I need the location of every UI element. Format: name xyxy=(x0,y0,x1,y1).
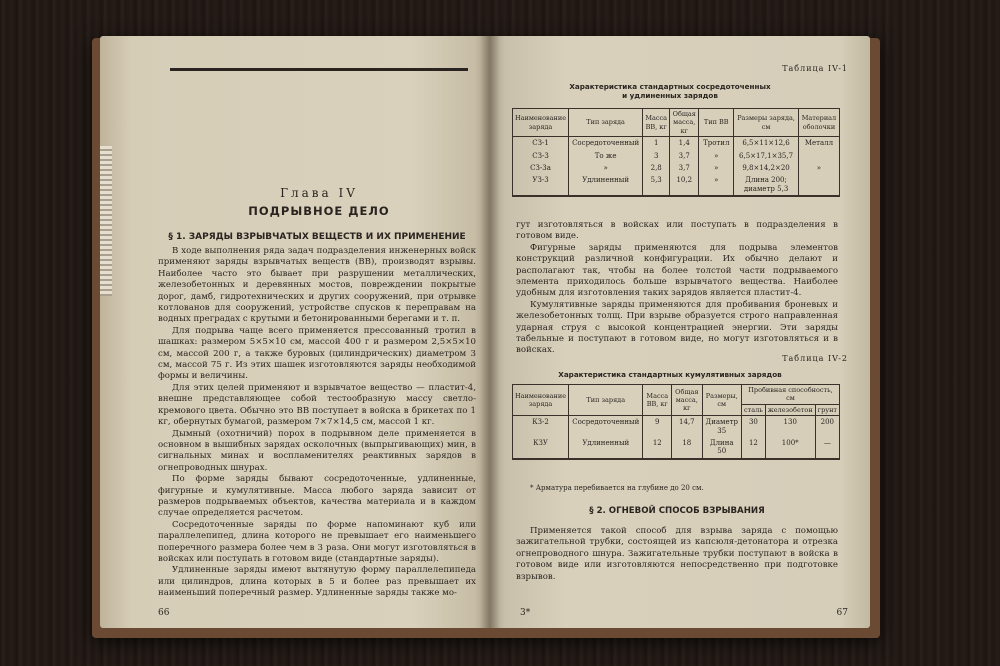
paragraph: Сосредоточенные заряды по форме напоминают куб или параллелепипед, длина которого не превышает его наименьшего поперечного размера более чем в 3 раза. Они могут изготовляться в войсках или поступать в готовом виде (стандартные заряды). xyxy=(158,519,476,564)
table-cell: КЗУ xyxy=(513,437,569,459)
table-header-row xyxy=(513,109,840,137)
table-cell: 12 xyxy=(643,437,672,459)
table-cell: 6,5×17,1×35,7 xyxy=(734,150,799,162)
table1-caption xyxy=(510,82,830,100)
left-page xyxy=(100,36,490,628)
table-cell: 6,5×11×12,6 xyxy=(734,137,799,150)
page-number-left: 66 xyxy=(158,608,170,618)
table-header: Наименование заряда xyxy=(513,385,569,416)
table-cell: Сосредоточенный xyxy=(569,416,643,437)
table-1 xyxy=(512,108,840,197)
table-row xyxy=(513,162,840,174)
table-cell: То же xyxy=(569,150,643,162)
paragraph: Применяется такой способ для взрыва заряда с помощью зажигательной трубки, состоящей из капсюля-детонатора и отрезка огнепроводного шнура. Зажигательные трубки поступают в войска в готовом виде или изготовляются непосредственно при подготовке взрывов. xyxy=(516,526,838,582)
table-header: железобетон xyxy=(765,404,815,415)
paragraph: Для подрыва чаще всего применяется прессованный тротил в шашках: размером 5×5×10 см, массой 400 г и размером 2,5×5×10 см, массой 200 г, а также буровых (цилиндрических) диаметром 3 см, массой 75 г. Из этих шашек изготовляются заряды необходимой формы и величины. xyxy=(158,325,476,382)
chapter-heading: Глава IV xyxy=(280,186,358,200)
table-cell: 1 xyxy=(643,137,670,150)
table-header: Общая масса, кг xyxy=(672,385,702,416)
table-header: Общая масса, кг xyxy=(670,109,699,137)
table-row xyxy=(513,416,840,437)
book-spine xyxy=(480,36,500,628)
table-cell: 10,2 xyxy=(670,174,699,196)
binding-strip xyxy=(100,146,112,296)
table-header: Пробивная способность, см xyxy=(742,385,840,405)
paragraph: Фигурные заряды применяются для подрыва элементов конструкций различной конфигурации. Их обычно делают и располагают так, чтобы на более толстой части подрываемого элемента приходилось больше взрывчатого вещества. Наиболее удобным для изготовления таких зарядов является пластит-4. xyxy=(516,242,838,299)
table-cell xyxy=(798,150,839,162)
table-header-row xyxy=(513,385,840,405)
table-header: Масса ВВ, кг xyxy=(643,109,670,137)
table1-caption-line: и удлиненных зарядов xyxy=(622,91,718,100)
table-cell: 2,8 xyxy=(643,162,670,174)
paragraph: В ходе выполнения ряда задач подразделения инженерных войск применяют заряды взрывчатых веществ (ВВ), производят взрывы. Наиболее часто это бывает при разрушении металлических, железобетонных и деревянных мостов, повреждении покрытые дорог, дамб, гидротехнических и других сооружений, при отрывке котлованов для сооружений, устройстве спусков к переправам на водных преградах с крутыми и бетонированными берегами и т. п. xyxy=(158,246,476,325)
right-body-text-1 xyxy=(516,220,838,357)
top-rule xyxy=(170,68,468,71)
table-cell xyxy=(798,174,839,196)
paragraph: Удлиненные заряды имеют вытянутую форму параллелепипеда или цилиндров, длина которых в 5 и более раз превышает их наименьший поперечный размер. Удлиненные заряды также мо- xyxy=(158,565,476,599)
table-header: сталь xyxy=(742,404,766,415)
table2-label: Таблица IV-2 xyxy=(782,354,848,363)
table-cell: 1,4 xyxy=(670,137,699,150)
table-header: Тип заряда xyxy=(569,109,643,137)
open-book xyxy=(92,28,882,640)
table-cell: УЗ-3 xyxy=(513,174,569,196)
paragraph: Для этих целей применяют и взрывчатое вещество — пластит-4, внешне представляющее собой тестообразную массу светло-кремового цвета. Обычно это ВВ поступает в войска в брикетах по 1 кг, обернутых бумагой, размером 7×7×14,5 см, массой 1 кг. xyxy=(158,382,476,428)
paragraph: Дымный (охотничий) порох в подрывном деле применяется в основном в вышибных зарядах осколочных (выпрыгивающих) мин, в сигнальных минах и воспламенителях реактивных зарядов в огнепроводных шнурах. xyxy=(158,428,476,473)
table-cell: 3,7 xyxy=(670,150,699,162)
table2-footnote: * Арматура перебивается на глубине до 20 см. xyxy=(530,484,704,492)
table-cell: 9 xyxy=(643,416,672,437)
table-cell: — xyxy=(815,437,839,459)
table-cell: 5,3 xyxy=(643,174,670,196)
table-header: Наименование заряда xyxy=(513,109,569,137)
table-cell: » xyxy=(699,174,734,196)
table-cell: Металл xyxy=(798,137,839,150)
table-cell: Длина 200; диаметр 5,3 xyxy=(734,174,799,196)
paragraph: Кумулятивные заряды применяются для пробивания броневых и железобетонных толщ. При взрыве образуется строго направленная ударная струя с высокой концентрацией энергии. Эти заряды табельные и поступают в готовом виде, но могут изготовляться и в войсках. xyxy=(516,299,838,356)
table-cell: 9,8×14,2×20 xyxy=(734,162,799,174)
table-cell: 3 xyxy=(643,150,670,162)
signature-mark: 3* xyxy=(520,608,531,618)
table-cell: 130 xyxy=(765,416,815,437)
table-cell: Диаметр 35 xyxy=(702,416,742,437)
table-header: Тип заряда xyxy=(569,385,643,416)
paragraph: По форме заряды бывают сосредоточенные, удлиненные, фигурные и кумулятивные. Масса любого заряда зависит от размеров подрываемых объектов, качества материала и в каждом случае определяется расчетом. xyxy=(158,474,476,519)
table-header: Размеры заряда, см xyxy=(734,109,799,137)
table-cell: СЗ-3а xyxy=(513,162,569,174)
paragraph: гут изготовляться в войсках или поступать в подразделения в готовом виде. xyxy=(516,220,838,242)
table-header: Материал оболочки xyxy=(798,109,839,137)
table-cell: » xyxy=(699,150,734,162)
table-header: грунт xyxy=(815,404,839,415)
table-cell: » xyxy=(699,162,734,174)
table-cell: Сосредоточенный xyxy=(569,137,643,150)
table1-label: Таблица IV-1 xyxy=(782,64,848,73)
right-body-text-2 xyxy=(516,526,838,583)
page-number-right: 67 xyxy=(836,608,848,618)
chapter-title: ПОДРЫВНОЕ ДЕЛО xyxy=(248,204,390,218)
section2-heading: § 2. ОГНЕВОЙ СПОСОБ ВЗРЫВАНИЯ xyxy=(589,506,765,516)
table-cell: 14,7 xyxy=(672,416,702,437)
table-cell: СЗ-3 xyxy=(513,150,569,162)
table-cell: 12 xyxy=(742,437,766,459)
table-cell: Тротил xyxy=(699,137,734,150)
table-row xyxy=(513,174,840,196)
table-cell: Длина 50 xyxy=(702,437,742,459)
table-cell: » xyxy=(798,162,839,174)
table-cell: Удлиненный xyxy=(569,174,643,196)
table-cell: СЗ-1 xyxy=(513,137,569,150)
table-cell: 3,7 xyxy=(670,162,699,174)
right-page xyxy=(490,36,870,628)
left-body-text xyxy=(158,246,476,600)
table-row xyxy=(513,437,840,459)
table-header: Масса ВВ, кг xyxy=(643,385,672,416)
table-cell: Удлиненный xyxy=(569,437,643,459)
table-cell: 18 xyxy=(672,437,702,459)
table-cell: 30 xyxy=(742,416,766,437)
table-cell: КЗ-2 xyxy=(513,416,569,437)
table1-caption-line: Характеристика стандартных сосредоточенных xyxy=(569,82,771,91)
table-row xyxy=(513,150,840,162)
table-cell: 100* xyxy=(765,437,815,459)
table-cell: » xyxy=(569,162,643,174)
table-row xyxy=(513,137,840,150)
table-header: Тип ВВ xyxy=(699,109,734,137)
table2-caption: Характеристика стандартных кумулятивных зарядов xyxy=(558,370,782,379)
table-2 xyxy=(512,384,840,460)
section-heading: § 1. ЗАРЯДЫ ВЗРЫВЧАТЫХ ВЕЩЕСТВ И ИХ ПРИМЕНЕНИЕ xyxy=(168,232,466,242)
table-header: Размеры, см xyxy=(702,385,742,416)
table-cell: 200 xyxy=(815,416,839,437)
